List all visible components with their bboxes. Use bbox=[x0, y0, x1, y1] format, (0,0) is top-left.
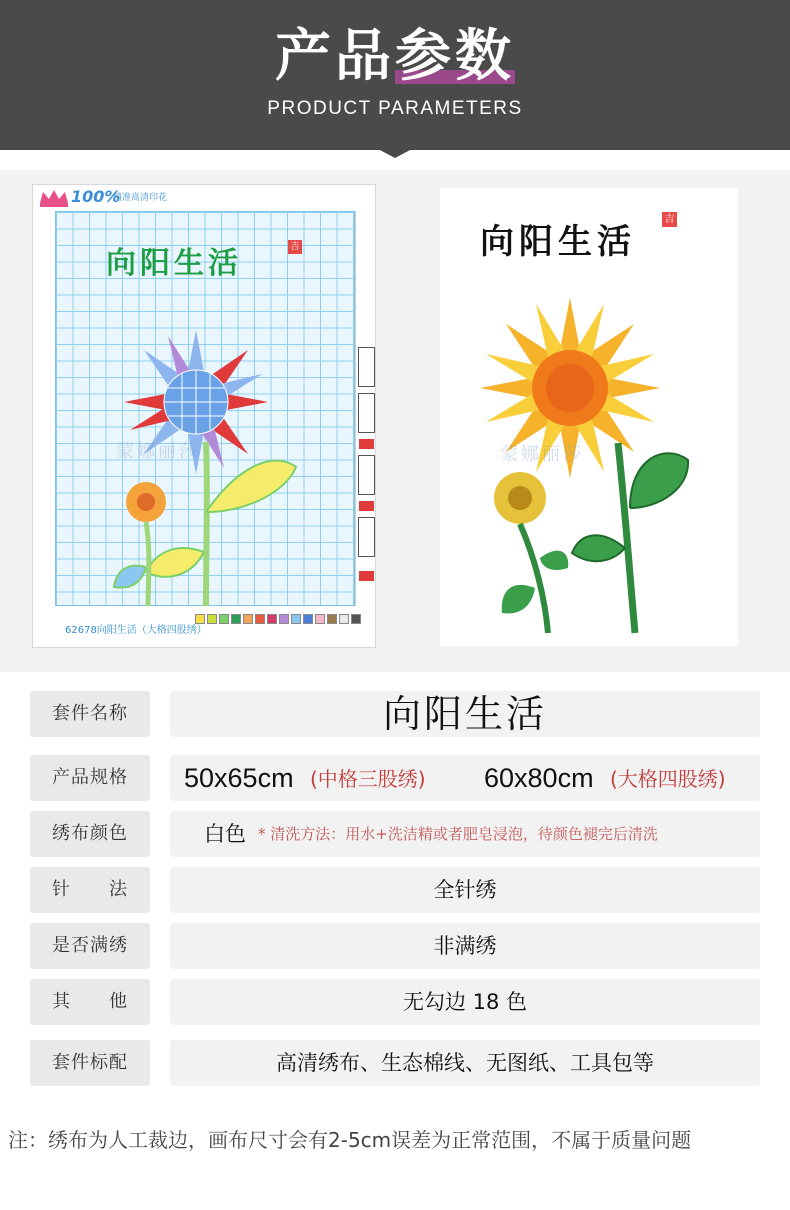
param-label-stitch: 针 法 bbox=[30, 867, 150, 913]
chart-footer bbox=[33, 606, 376, 648]
footnote: 注：绣布为人工裁边，画布尺寸会有2-5cm误差为正常范围，不属于质量问题 bbox=[8, 1128, 692, 1152]
preview-brand-tag: 吉 bbox=[662, 212, 677, 227]
color-swatch bbox=[351, 614, 361, 624]
page-subtitle: PRODUCT PARAMETERS bbox=[267, 98, 523, 119]
spec-size-2: 60x80cm bbox=[484, 763, 594, 793]
page-title bbox=[0, 22, 790, 92]
chart-code-label: 62678向阳生活（大格四股绣） bbox=[65, 625, 207, 636]
fabric-color-value: 白色 bbox=[204, 822, 246, 846]
washing-note: * 清洗方法：用水+洗洁精或者肥皂浸泡，待颜色褪完后清洗 bbox=[258, 825, 658, 843]
chart-grid bbox=[55, 211, 355, 606]
spec-size-1: 50x65cm bbox=[184, 763, 294, 793]
color-swatch bbox=[279, 614, 289, 624]
chart-header bbox=[33, 185, 376, 211]
param-value-kit-name bbox=[170, 691, 760, 737]
title-part-1: 产品 bbox=[275, 24, 395, 89]
param-value-full-embroidery bbox=[170, 923, 760, 969]
color-swatch bbox=[327, 614, 337, 624]
color-swatch bbox=[339, 614, 349, 624]
instruction-box-1 bbox=[358, 347, 375, 387]
kit-contents-value: 高清绣布、生态棉线、无图纸、工具包等 bbox=[276, 1051, 654, 1075]
color-swatch bbox=[315, 614, 325, 624]
color-swatches bbox=[195, 614, 363, 624]
full-embroidery-value: 非满绣 bbox=[433, 934, 497, 958]
param-value-kit-contents bbox=[170, 1040, 760, 1086]
param-value-other bbox=[170, 979, 760, 1025]
color-swatch bbox=[303, 614, 313, 624]
instruction-tag-1 bbox=[359, 439, 374, 449]
color-swatch bbox=[255, 614, 265, 624]
chart-brand-tag: 吉 bbox=[288, 240, 302, 254]
preview-brand-text: 向阳生活 bbox=[480, 222, 636, 262]
param-label-kit-name: 套件名称 bbox=[30, 691, 150, 737]
color-swatch bbox=[207, 614, 217, 624]
instruction-box-3 bbox=[358, 455, 375, 495]
chart-sunflower-illustration bbox=[56, 212, 356, 607]
kit-name-value: 向阳生活 bbox=[382, 692, 547, 736]
param-value-fabric-color bbox=[170, 811, 760, 857]
param-value-stitch bbox=[170, 867, 760, 913]
crown-logo-icon bbox=[37, 187, 71, 209]
chart-logo-text: 精准高清印花 bbox=[113, 193, 168, 203]
instruction-box-2 bbox=[358, 393, 375, 433]
other-value: 无勾边 18 色 bbox=[402, 990, 528, 1014]
color-swatch bbox=[231, 614, 241, 624]
preview-watermark: 蒙娜丽莎 bbox=[500, 444, 584, 465]
chart-watermark: 蒙娜丽莎 bbox=[116, 441, 200, 462]
header-notch bbox=[376, 148, 414, 158]
param-value-spec bbox=[170, 755, 760, 801]
pattern-chart-image bbox=[32, 184, 376, 648]
chart-brand-text: 向阳生活 bbox=[106, 246, 242, 281]
chart-logo-number: 100% bbox=[71, 187, 121, 206]
instruction-box-4 bbox=[358, 517, 375, 557]
chart-instructions-strip bbox=[355, 211, 376, 606]
color-swatch bbox=[195, 614, 205, 624]
spec-row bbox=[170, 755, 760, 801]
param-label-fabric-color: 绣布颜色 bbox=[30, 811, 150, 857]
header-banner bbox=[0, 0, 790, 150]
instruction-tag-3 bbox=[359, 571, 374, 581]
color-swatch bbox=[291, 614, 301, 624]
color-swatch bbox=[243, 614, 253, 624]
spec-note-2: (大格四股绣) bbox=[610, 767, 726, 791]
color-swatch bbox=[267, 614, 277, 624]
color-swatch bbox=[219, 614, 229, 624]
param-label-full-embroidery: 是否满绣 bbox=[30, 923, 150, 969]
preview-sunflower-illustration bbox=[440, 188, 738, 646]
param-label-other: 其 他 bbox=[30, 979, 150, 1025]
finished-preview-image bbox=[440, 188, 738, 646]
spec-note-1: (中格三股绣) bbox=[310, 767, 426, 791]
title-part-2: 参数 bbox=[395, 22, 515, 92]
instruction-tag-2 bbox=[359, 501, 374, 511]
param-label-kit-contents: 套件标配 bbox=[30, 1040, 150, 1086]
stitch-value: 全针绣 bbox=[433, 878, 497, 902]
param-label-spec: 产品规格 bbox=[30, 755, 150, 801]
